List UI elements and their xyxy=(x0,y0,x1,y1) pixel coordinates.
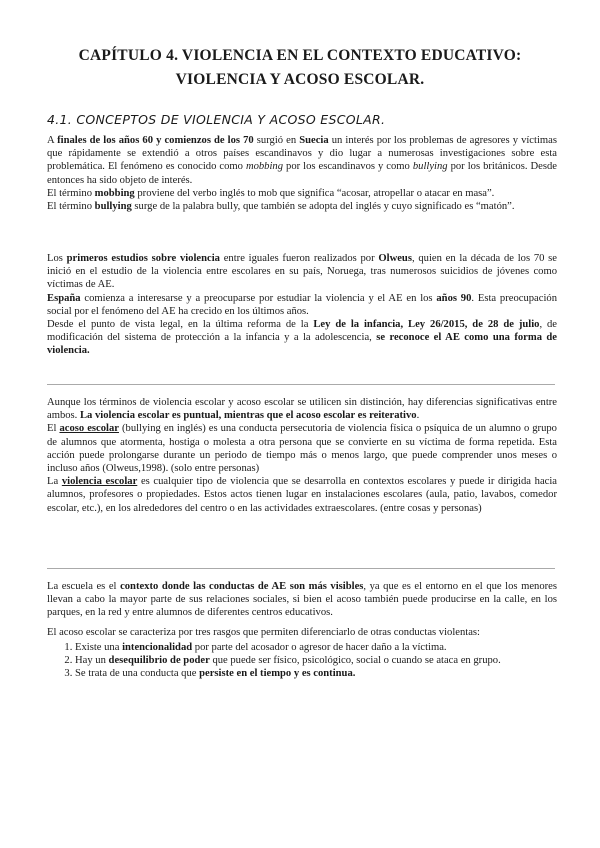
chapter-title xyxy=(0,44,600,92)
divider xyxy=(47,384,555,385)
history-block xyxy=(47,252,557,358)
intro-block xyxy=(47,134,557,213)
divider xyxy=(47,568,555,569)
paragraph: Desde el punto de vista legal, en la última reforma de la Ley de la infancia, Ley 26/2015, de 28 de julio, de modificación del sistema de protección a la infancia y a la adolescencia, se reconoce el AE como una forma de violencia. xyxy=(47,319,558,357)
paragraph: La violencia escolar es cualquier tipo de violencia que se desarrolla en contextos escolares y puede ir dirigida hacia alumnos, profesores o propiedades. Estos actos tienen lugar en instalaciones escolares (aula, patio, lavabos, comedor escolar, etc.), en los alrededores del centro o en las actividades extraescolares. (entre cosas y personas) xyxy=(47,476,558,514)
paragraph: El acoso escolar se caracteriza por tres rasgos que permiten diferenciarlo de otras conductas violentas: xyxy=(47,626,480,638)
paragraph: La escuela es el contexto donde las conductas de AE son más visibles, ya que es el entorno en el que los menores llevan a cabo la mayor parte de sus relaciones sociales, si bien el acoso también puede producirse en la calle, en los parques, en la red y entre alumnos de diferentes centros educativos. xyxy=(47,581,557,619)
characteristics-block xyxy=(47,580,557,680)
traits-list xyxy=(47,641,557,681)
paragraph: España comienza a interesarse y a preocuparse por estudiar la violencia y el AE en los años 90. Esta preocupación social por el fenómeno del AE ha crecido en los últimos años. xyxy=(47,292,557,317)
list-item: 3. Se trata de una conducta que persiste en el tiempo y es continua. xyxy=(75,667,557,680)
chapter-title-line2: VIOLENCIA Y ACOSO ESCOLAR. xyxy=(175,71,425,88)
list-item: 2. Hay un desequilibrio de poder que puede ser físico, psicológico, social o cuando se ataca en grupo. xyxy=(75,654,557,667)
paragraph: El acoso escolar (bullying en inglés) es una conducta persecutoria de violencia física o psíquica de un alumno o grupo de alumnos que atormenta, hostiga o molesta a otra persona que se convierte en su víctima de forma repetida. Esta acción puede prolongarse durante un periodo de tiempo más o menos largo, que puede comprender unos meses o incluso años (Olweus,1998). (solo entre personas) xyxy=(47,423,557,475)
paragraph: El término mobbing proviene del verbo inglés to mob que significa “acosar, atropellar o atacar en masa”. xyxy=(47,187,495,199)
paragraph: A finales de los años 60 y comienzos de los 70 surgió en Suecia un interés por los problemas de agresores y víctimas que rápidamente se extendió a otros países escandinavos y dio lugar a numerosas investigaciones sobre esta problemática. El fenómeno es conocido como mobbing por los escandinavos y como bullying por los británicos. Desde entonces ha sido objeto de interés. xyxy=(47,135,557,186)
paragraph: Aunque los términos de violencia escolar y acoso escolar se utilicen sin distinción, hay diferencias significativas entre ambos. La violencia escolar es puntual, mientras que el acoso escolar es reiterativo. xyxy=(47,397,557,422)
section-heading: 4.1. CONCEPTOS DE VIOLENCIA Y ACOSO ESCOLAR. xyxy=(47,112,386,127)
definitions-block xyxy=(47,396,557,515)
paragraph: Los primeros estudios sobre violencia entre iguales fueron realizados por Olweus, quien en la década de los 70 se inició en el estudio de la violencia entre escolares en su país, Noruega, tras numerosos suicidios de jóvenes como víctimas de AE. xyxy=(47,253,558,291)
list-item: 1. Existe una intencionalidad por parte del acosador o agresor de hacer daño a la víctima. xyxy=(75,641,557,654)
chapter-title-line1: CAPÍTULO 4. VIOLENCIA EN EL CONTEXTO EDUCATIVO: xyxy=(78,47,522,64)
paragraph: El término bullying surge de la palabra bully, que también se adopta del inglés y cuyo significado es “matón”. xyxy=(47,201,515,213)
